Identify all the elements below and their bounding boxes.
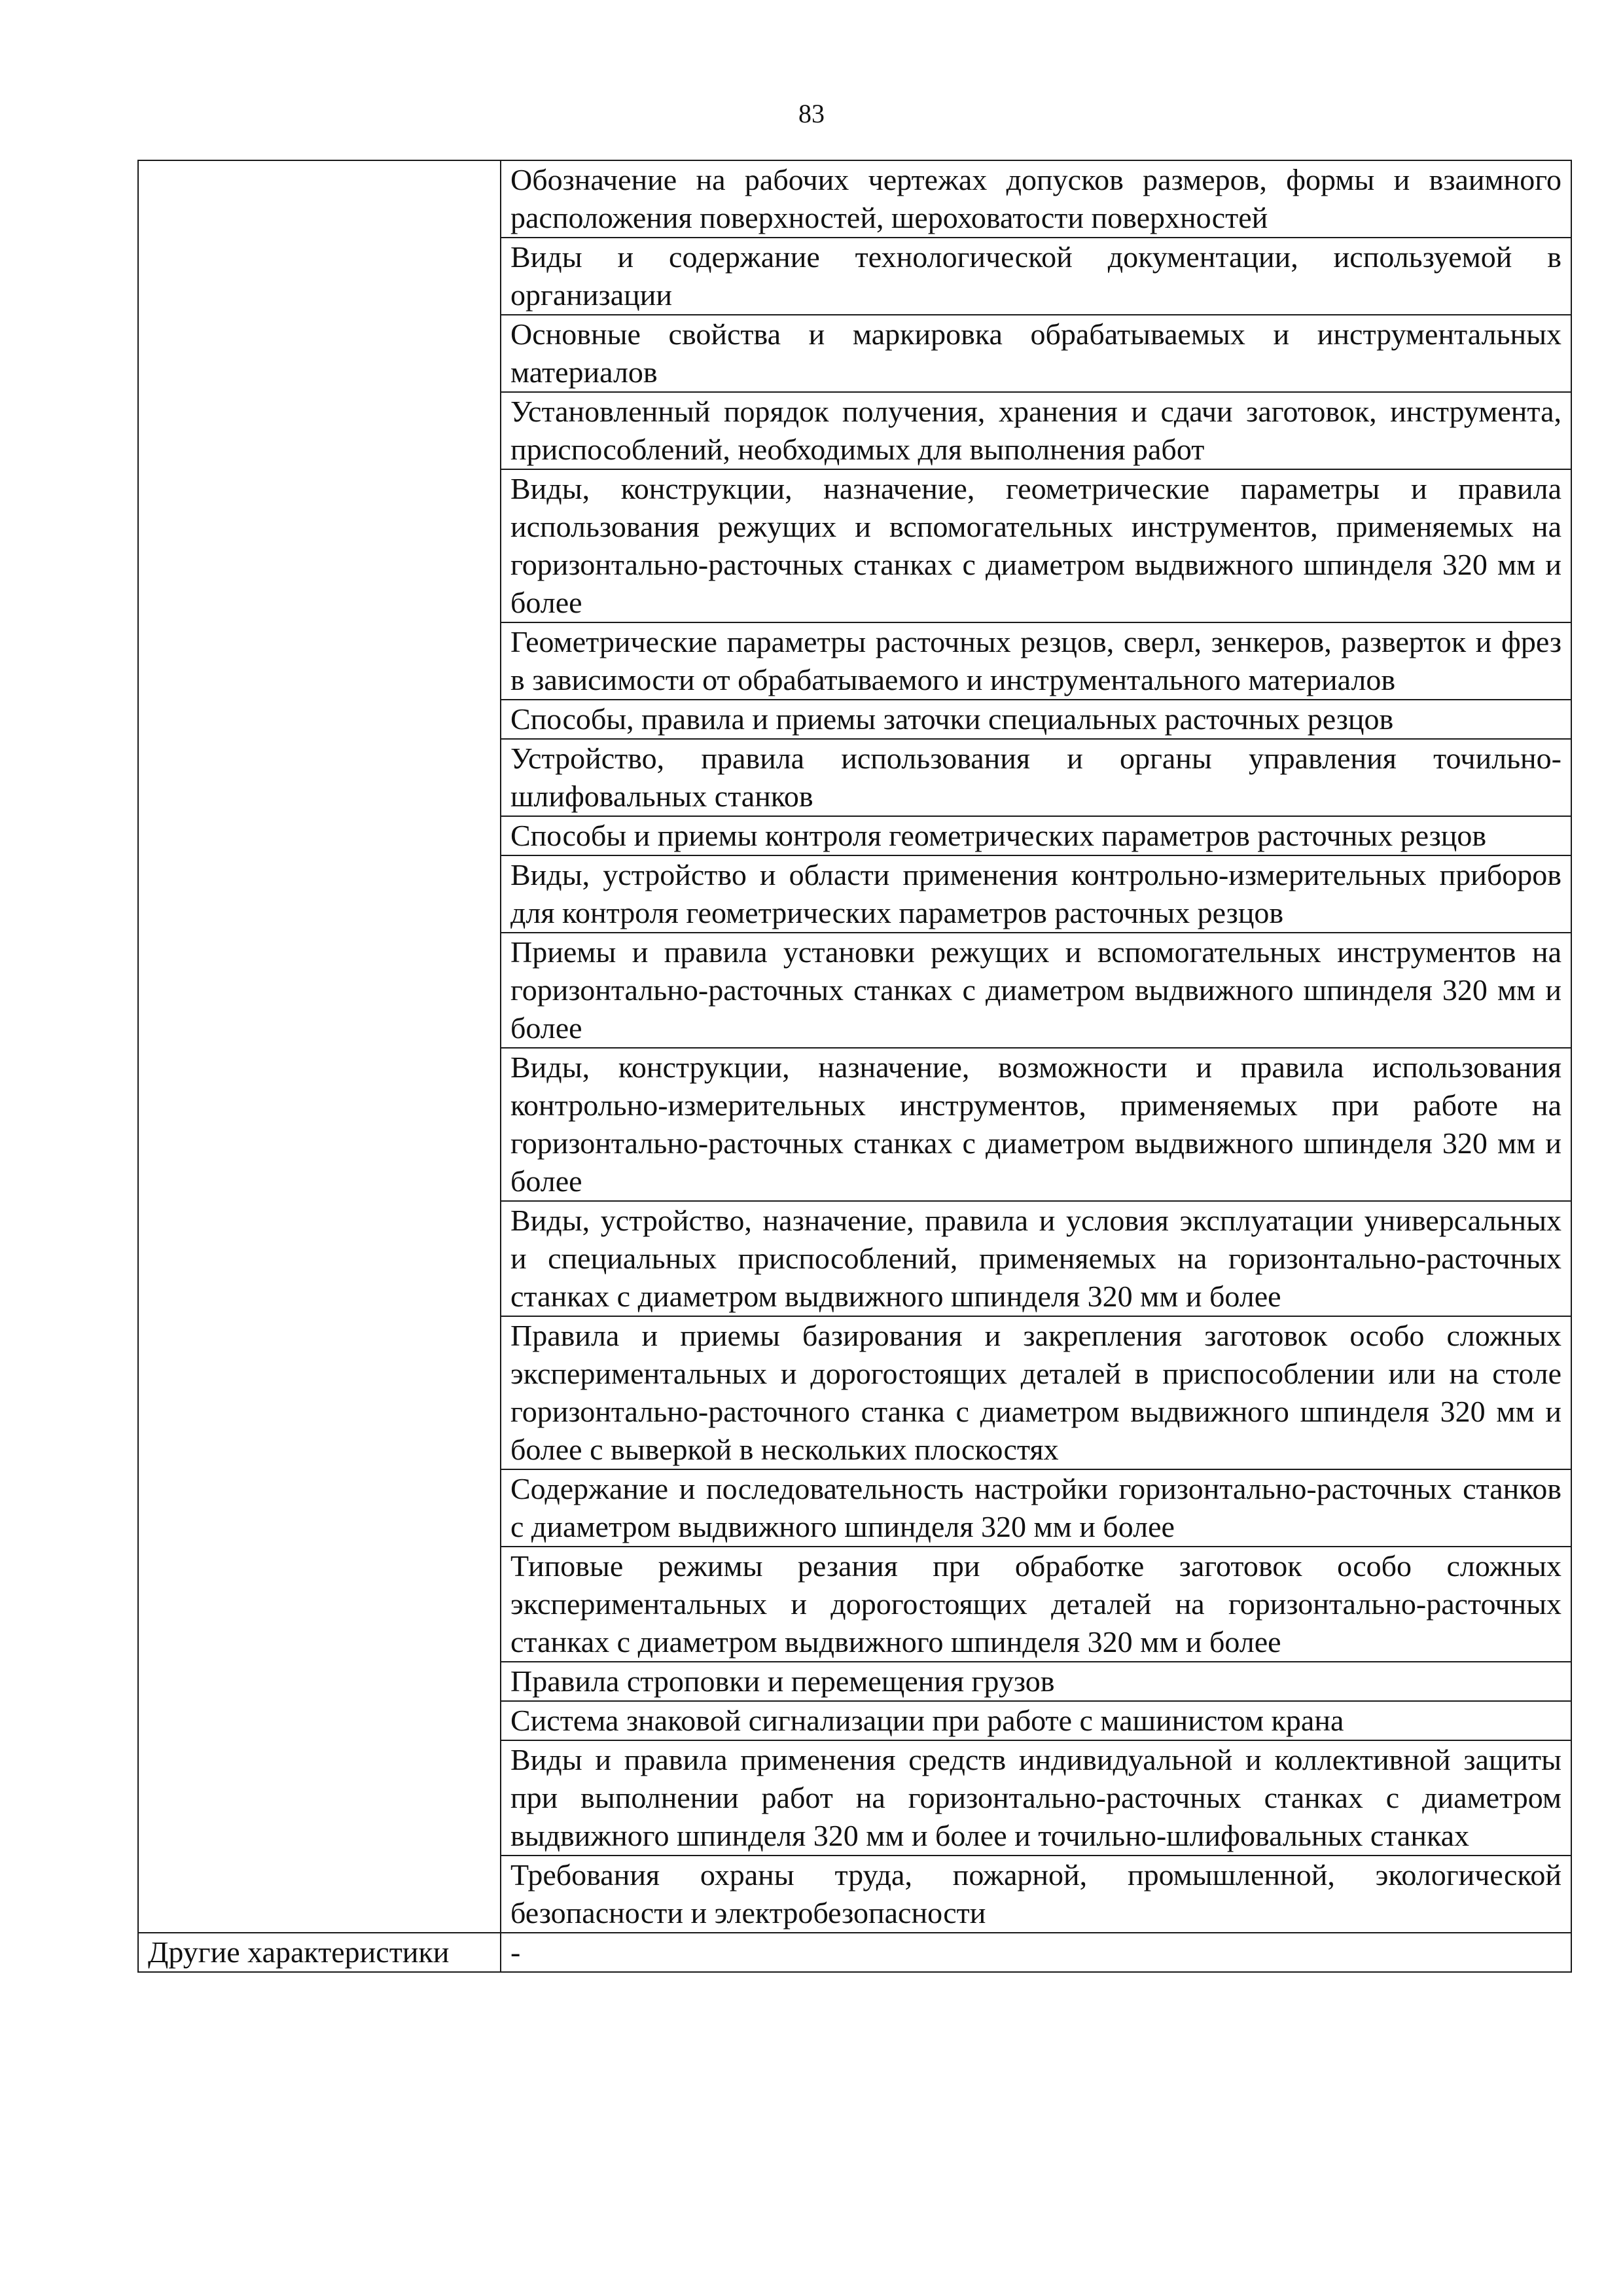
- knowledge-item: Основные свойства и маркировка обрабатываемых и инструментальных материалов: [501, 315, 1571, 392]
- knowledge-item: Виды, устройство, назначение, правила и условия эксплуатации универсальных и специальных приспособлений, применяемых на горизонтально-расточных станках с диаметром выдвижного шпинделя 320 мм и более: [501, 1201, 1571, 1316]
- knowledge-item: Способы и приемы контроля геометрических параметров расточных резцов: [501, 816, 1571, 855]
- knowledge-item: Обозначение на рабочих чертежах допусков размеров, формы и взаимного расположения поверхностей, шероховатости поверхностей: [501, 160, 1571, 238]
- knowledge-item: Виды, конструкции, назначение, возможности и правила использования контрольно-измерительных инструментов, применяемых при работе на горизонтально-расточных станках с диаметром выдвижного шпинделя 320 мм и более: [501, 1048, 1571, 1201]
- knowledge-item: Типовые режимы резания при обработке заготовок особо сложных экспериментальных и дорогостоящих деталей на горизонтально-расточных станках с диаметром выдвижного шпинделя 320 мм и более: [501, 1547, 1571, 1662]
- knowledge-item: Виды и содержание технологической документации, используемой в организации: [501, 238, 1571, 315]
- knowledge-item: Приемы и правила установки режущих и вспомогательных инструментов на горизонтально-расточных станках с диаметром выдвижного шпинделя 320 мм и более: [501, 933, 1571, 1048]
- empty-label-cell: [138, 160, 501, 1933]
- page-number: 83: [798, 99, 825, 128]
- knowledge-item: Способы, правила и приемы заточки специальных расточных резцов: [501, 700, 1571, 739]
- knowledge-item: Виды и правила применения средств индивидуальной и коллективной защиты при выполнении работ на горизонтально-расточных станках с диаметром выдвижного шпинделя 320 мм и более и точильно-шлифовальных станках: [501, 1740, 1571, 1856]
- knowledge-item: Устройство, правила использования и органы управления точильно-шлифовальных станков: [501, 739, 1571, 816]
- table-row-other: [138, 1933, 1571, 1972]
- knowledge-item: Система знаковой сигнализации при работе с машинистом крана: [501, 1701, 1571, 1740]
- knowledge-item: Правила строповки и перемещения грузов: [501, 1662, 1571, 1701]
- table-row: [138, 160, 1571, 238]
- knowledge-item: Установленный порядок получения, хранения и сдачи заготовок, инструмента, приспособлений, необходимых для выполнения работ: [501, 392, 1571, 469]
- requirements-table: [137, 160, 1572, 1973]
- other-characteristics-value: -: [501, 1933, 1571, 1972]
- knowledge-item: Виды, устройство и области применения контрольно-измерительных приборов для контроля геометрических параметров расточных резцов: [501, 855, 1571, 933]
- knowledge-item: Правила и приемы базирования и закрепления заготовок особо сложных экспериментальных и дорогостоящих деталей в приспособлении или на столе горизонтально-расточного станка с диаметром выдвижного шпинделя 320 мм и более с выверкой в нескольких плоскостях: [501, 1316, 1571, 1469]
- other-characteristics-label: Другие характеристики: [138, 1933, 501, 1972]
- knowledge-item: Виды, конструкции, назначение, геометрические параметры и правила использования режущих и вспомогательных инструментов, применяемых на горизонтально-расточных станках с диаметром выдвижного шпинделя 320 мм и более: [501, 469, 1571, 622]
- table-body: [138, 160, 1571, 1972]
- knowledge-item: Содержание и последовательность настройки горизонтально-расточных станков с диаметром выдвижного шпинделя 320 мм и более: [501, 1469, 1571, 1547]
- knowledge-item: Требования охраны труда, пожарной, промышленной, экологической безопасности и электробезопасности: [501, 1856, 1571, 1933]
- knowledge-item: Геометрические параметры расточных резцов, сверл, зенкеров, разверток и фрез в зависимости от обрабатываемого и инструментального материалов: [501, 622, 1571, 700]
